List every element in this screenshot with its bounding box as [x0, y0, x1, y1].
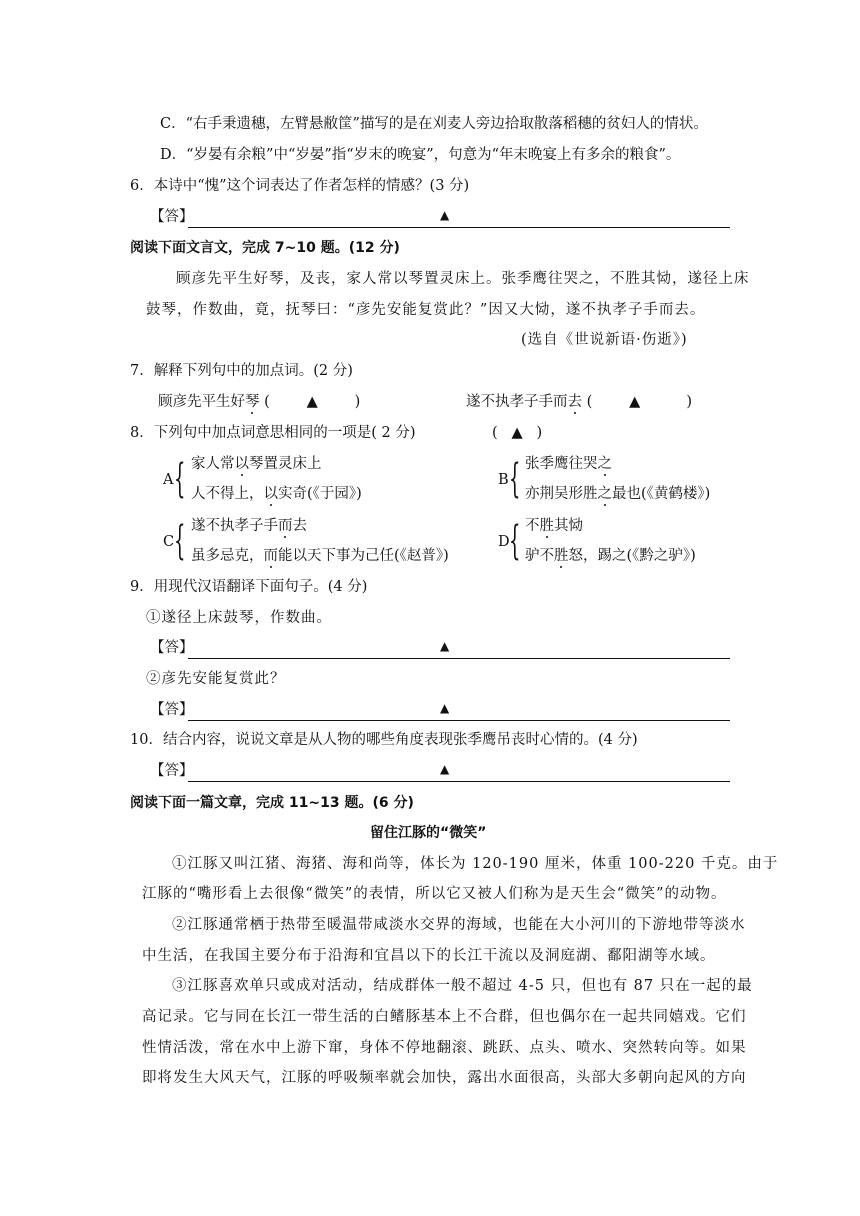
- answer-label: 【答】: [150, 763, 194, 779]
- article-paragraph-line: ②江豚通常栖于热带至暖温带咸淡水交界的海域，也能在大小河川的下游地带等淡水: [172, 917, 746, 933]
- answer-label: 【答】: [150, 640, 194, 656]
- brace-icon: {: [174, 456, 186, 502]
- q9-sentence-2: ②彦先安能复赏此？: [146, 671, 286, 687]
- question-7: 7．解释下列句中的加点词。(2 分): [130, 363, 353, 379]
- q8-sentence: 虽多忌克，而能以天下事为己任(《赵普》): [191, 548, 449, 564]
- dotted-word: 而: [278, 518, 293, 534]
- answer-line-9-1[interactable]: [150, 638, 730, 660]
- article-paragraph-line: 即将发生大风天气，江豚的呼吸频率就会加快，露出水面很高，头部大多朝向起风的方向: [142, 1070, 747, 1086]
- option-c: C．“右手秉遗穗，左臂悬敝筐”描写的是在刈麦人旁边拾取散落稻穗的贫妇人的情状。: [160, 116, 708, 132]
- answer-rule: [188, 781, 730, 782]
- q8-sentence: 人不得上，以实奇(《于园》): [191, 486, 362, 502]
- article-paragraph-line: 高记录。它与同在长江一带生活的白鳍豚基本上不合群，但也偶尔在一起共同嬉戏。它们: [142, 1009, 747, 1025]
- passage-line: 顾彦先平生好琴，及丧，家人常以琴置灵床上。张季鹰往哭之，不胜其恸，遂径上床: [176, 271, 750, 287]
- answer-label: 【答】: [150, 209, 194, 225]
- dotted-word: 去: [567, 394, 582, 410]
- q8-sentence: 驴不胜怒，踢之(《黔之驴》): [525, 548, 696, 564]
- q8-sentence: 家人常以琴置灵床上: [191, 456, 322, 472]
- answer-rule: [188, 227, 730, 228]
- passage-source: (选自《世说新语·伤逝》): [521, 332, 688, 348]
- triangle-marker: ▲: [440, 639, 450, 653]
- q7-item-text: 遂不执孝子手而: [466, 394, 568, 410]
- triangle-marker: ▲: [440, 762, 450, 776]
- q8-sentence: 张季鹰往哭之: [525, 456, 612, 472]
- answer-line-10[interactable]: [150, 761, 730, 783]
- article-paragraph-line: ③江豚喜欢单只或成对活动，结成群体一般不超过 4-5 只，但也有 87 只在一起的最: [172, 978, 753, 994]
- q7-item-2: [466, 392, 692, 412]
- dotted-word: 胜: [539, 518, 554, 534]
- dotted-word: 以: [263, 486, 278, 502]
- q8-blank[interactable]: ( ▲ ): [492, 425, 543, 441]
- article-title: 留住江豚的“微笑”: [370, 825, 487, 841]
- dotted-word: 以: [234, 456, 249, 472]
- dotted-word: 琴: [245, 394, 260, 410]
- question-6: 6．本诗中“愧”这个词表达了作者怎样的情感？(3 分): [130, 178, 470, 194]
- answer-label: 【答】: [150, 702, 194, 718]
- article-paragraph-line: 性情活泼，常在水中上游下窜，身体不停地翻滚、跳跃、点头、喷水、突然转向等。如果: [142, 1040, 747, 1056]
- article-paragraph-line: ①江豚又叫江猪、海猪、海和尚等，体长为 120-190 厘米，体重 100-220 千克。由于: [172, 856, 779, 872]
- question-10: 10．结合内容，说说文章是从人物的哪些角度表现张季鹰吊丧时心情的。(4 分): [130, 732, 638, 748]
- q9-sentence-1: ①遂径上床鼓琴，作数曲。: [146, 610, 332, 626]
- q7-item-1: [158, 392, 360, 412]
- brace-icon: {: [174, 518, 186, 564]
- q8-sentence: 遂不执孝子手而去: [191, 518, 307, 534]
- q7-blank[interactable]: ( ▲ ): [586, 394, 693, 410]
- answer-line-6[interactable]: [150, 207, 730, 229]
- q8-option-label-a: A: [163, 472, 174, 488]
- q8-option-label-d: D: [498, 534, 510, 550]
- q7-item-text: 顾彦先平生好: [158, 394, 245, 410]
- section-heading-modern: 阅读下面一篇文章，完成 11~13 题。(6 分): [130, 795, 414, 811]
- q8-option-label-b: B: [498, 472, 509, 488]
- triangle-marker: ▲: [440, 208, 450, 222]
- dotted-word: 之: [597, 486, 612, 502]
- brace-icon: {: [509, 518, 521, 564]
- q8-sentence: 不胜其恸: [525, 518, 583, 534]
- q8-option-label-c: C: [163, 534, 175, 550]
- triangle-marker: ▲: [440, 701, 450, 715]
- answer-rule: [188, 720, 730, 721]
- passage-line: 鼓琴，作数曲，竟，抚琴曰：“彦先安能复赏此？”因又大恸，遂不执孝子手而去。: [146, 302, 706, 318]
- option-d: D．“岁晏有余粮”中“岁晏”指“岁末的晚宴”，句意为“年末晚宴上有多余的粮食”。: [160, 147, 681, 163]
- dotted-word: 胜: [554, 548, 569, 564]
- answer-rule: [188, 658, 730, 659]
- question-8: 8．下列句中加点词意思相同的一项是( 2 分): [130, 425, 416, 441]
- article-paragraph-line: 江豚的“嘴形看上去很像“微笑”的表情，所以它又被人们称为是天生会“微笑”的动物。: [142, 886, 727, 902]
- dotted-word: 之: [597, 456, 612, 472]
- dotted-word: 而: [263, 548, 278, 564]
- q7-blank[interactable]: ( ▲ ): [264, 394, 361, 410]
- answer-line-9-2[interactable]: [150, 700, 730, 722]
- question-9: 9．用现代汉语翻译下面句子。(4 分): [130, 579, 368, 595]
- section-heading-classical: 阅读下面文言文，完成 7~10 题。(12 分): [130, 240, 400, 256]
- article-paragraph-line: 中生活，在我国主要分布于沿海和宜昌以下的长江干流以及洞庭湖、鄱阳湖等水域。: [142, 948, 716, 964]
- brace-icon: {: [509, 456, 521, 502]
- q8-sentence: 亦荆吴形胜之最也(《黄鹤楼》): [525, 486, 711, 502]
